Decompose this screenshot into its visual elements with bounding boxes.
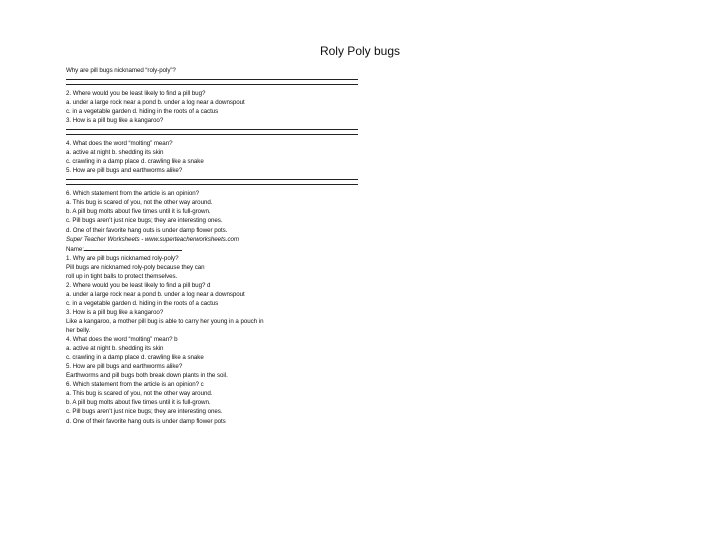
key-question-2-options-ab: a. under a large rock near a pond b. under a log near a downspout xyxy=(66,290,245,298)
answer-line xyxy=(66,79,358,80)
key-question-1: 1. Why are pill bugs nicknamed roly-poly? xyxy=(66,254,179,262)
key-answer-3-line-1: Like a kangaroo, a mother pill bug is able to carry her young in a pouch in xyxy=(66,317,264,325)
source-credit: Super Teacher Worksheets - www.superteacherworksheets.com xyxy=(66,235,239,243)
question-4: 4. What does the word “molting” mean? xyxy=(66,140,173,148)
key-answer-1-line-1: Pill bugs are nicknamed roly-poly because they can xyxy=(66,263,205,271)
key-question-4: 4. What does the word “molting” mean? b xyxy=(66,336,178,344)
question-4-options-ab: a. active at night b. shedding its skin xyxy=(66,149,164,157)
key-question-2-options-cd: c. in a vegetable garden d. hiding in the roots of a cactus xyxy=(66,299,219,307)
question-2-options-ab: a. under a large rock near a pond b. under a log near a downspout xyxy=(66,99,245,107)
question-1: Why are pill bugs nicknamed “roly-poly”? xyxy=(66,67,176,74)
key-question-4-options-cd: c. crawling in a damp place d. crawling like a snake xyxy=(66,354,204,362)
key-question-6-option-b: b. A pill bug molts about five times until it is full-grown. xyxy=(66,399,211,407)
key-answer-1-line-2: roll up in tight balls to protect themselves. xyxy=(66,272,178,280)
question-6-option-d: d. One of their favorite hang outs is under damp flower pots. xyxy=(66,226,228,234)
answer-line xyxy=(66,184,358,185)
answer-line xyxy=(66,134,358,135)
question-6: 6. Which statement from the article is an opinion? xyxy=(66,190,200,198)
page-title: Roly Poly bugs xyxy=(319,44,401,58)
question-5: 5. How are pill bugs and earthworms alike? xyxy=(66,167,183,175)
key-question-3: 3. How is a pill bug like a kangaroo? xyxy=(66,308,164,316)
answer-line xyxy=(66,179,358,180)
question-6-option-a: a. This bug is scared of you, not the other way around. xyxy=(66,199,213,207)
key-answer-3-line-2: her belly. xyxy=(66,327,91,335)
key-question-4-options-ab: a. active at night b. shedding its skin xyxy=(66,345,164,353)
question-6-option-b: b. A pill bug molts about five times until it is full-grown. xyxy=(66,208,211,216)
question-2-options-cd: c. in a vegetable garden d. hiding in the roots of a cactus xyxy=(66,108,219,116)
question-4-options-cd: c. crawling in a damp place d. crawling like a snake xyxy=(66,158,204,166)
worksheet-body xyxy=(66,66,366,426)
name-field xyxy=(66,244,366,254)
question-3: 3. How is a pill bug like a kangaroo? xyxy=(66,117,164,125)
question-2: 2. Where would you be least likely to find a pill bug? xyxy=(66,90,206,98)
answer-line xyxy=(66,129,358,130)
question-6-option-c: c. Pill bugs aren’t just nice bugs; they are interesting ones. xyxy=(66,217,223,225)
key-question-6-option-a: a. This bug is scared of you, not the other way around. xyxy=(66,390,213,398)
name-label: Name: xyxy=(66,245,84,253)
key-question-6-option-d: d. One of their favorite hang outs is under damp flower pots xyxy=(66,417,226,425)
key-question-2: 2. Where would you be least likely to find a pill bug? d xyxy=(66,281,211,289)
key-answer-5: Earthworms and pill bugs both break down plants in the soil. xyxy=(66,372,228,380)
name-blank-line xyxy=(84,244,182,251)
key-question-6-option-c: c. Pill bugs aren’t just nice bugs; they are interesting ones. xyxy=(66,408,223,416)
answer-line xyxy=(66,84,358,85)
key-question-6: 6. Which statement from the article is an opinion? c xyxy=(66,381,204,389)
key-question-5: 5. How are pill bugs and earthworms alike? xyxy=(66,363,183,371)
